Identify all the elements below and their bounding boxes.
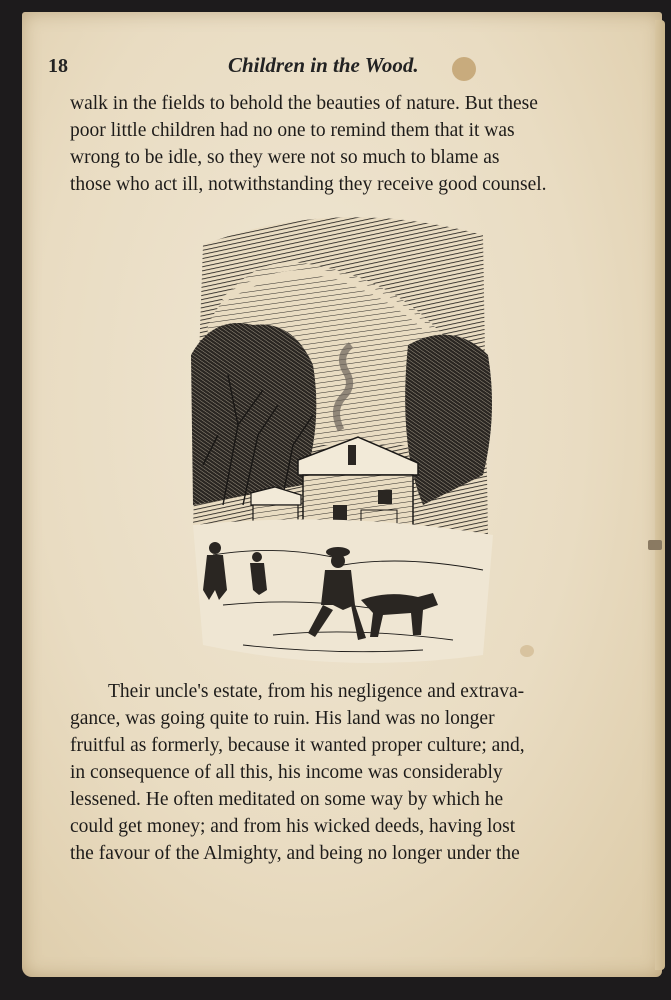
- page-number: 18: [48, 55, 68, 77]
- page-edge: [655, 20, 665, 970]
- running-title: Children in the Wood.: [228, 53, 419, 77]
- text-line: the favour of the Almighty, and being no longer under the: [70, 843, 520, 864]
- page-header: [48, 55, 618, 85]
- text-line: walk in the fields to behold the beauties of nature. But these: [70, 93, 538, 114]
- text-line: could get money; and from his wicked deeds, having lost: [70, 816, 516, 837]
- paragraph-top: [70, 90, 630, 198]
- page-fold-mark: [648, 540, 662, 550]
- text-line: those who act ill, notwithstanding they receive good counsel.: [70, 174, 547, 195]
- text-line: Their uncle's estate, from his negligence and extrava-: [108, 681, 525, 702]
- foxing-spot: [520, 645, 534, 657]
- woodcut-illustration: [183, 205, 501, 667]
- text-line: fruitful as formerly, because it wanted proper culture; and,: [70, 735, 525, 756]
- paragraph-bottom: [70, 678, 630, 867]
- text-line: gance, was going quite to ruin. His land was no longer: [70, 708, 495, 729]
- text-line: in consequence of all this, his income was considerably: [70, 762, 503, 783]
- text-line: wrong to be idle, so they were not so much to blame as: [70, 147, 500, 168]
- text-line: poor little children had no one to remind them that it was: [70, 120, 515, 141]
- text-line: lessened. He often meditated on some way by which he: [70, 789, 504, 810]
